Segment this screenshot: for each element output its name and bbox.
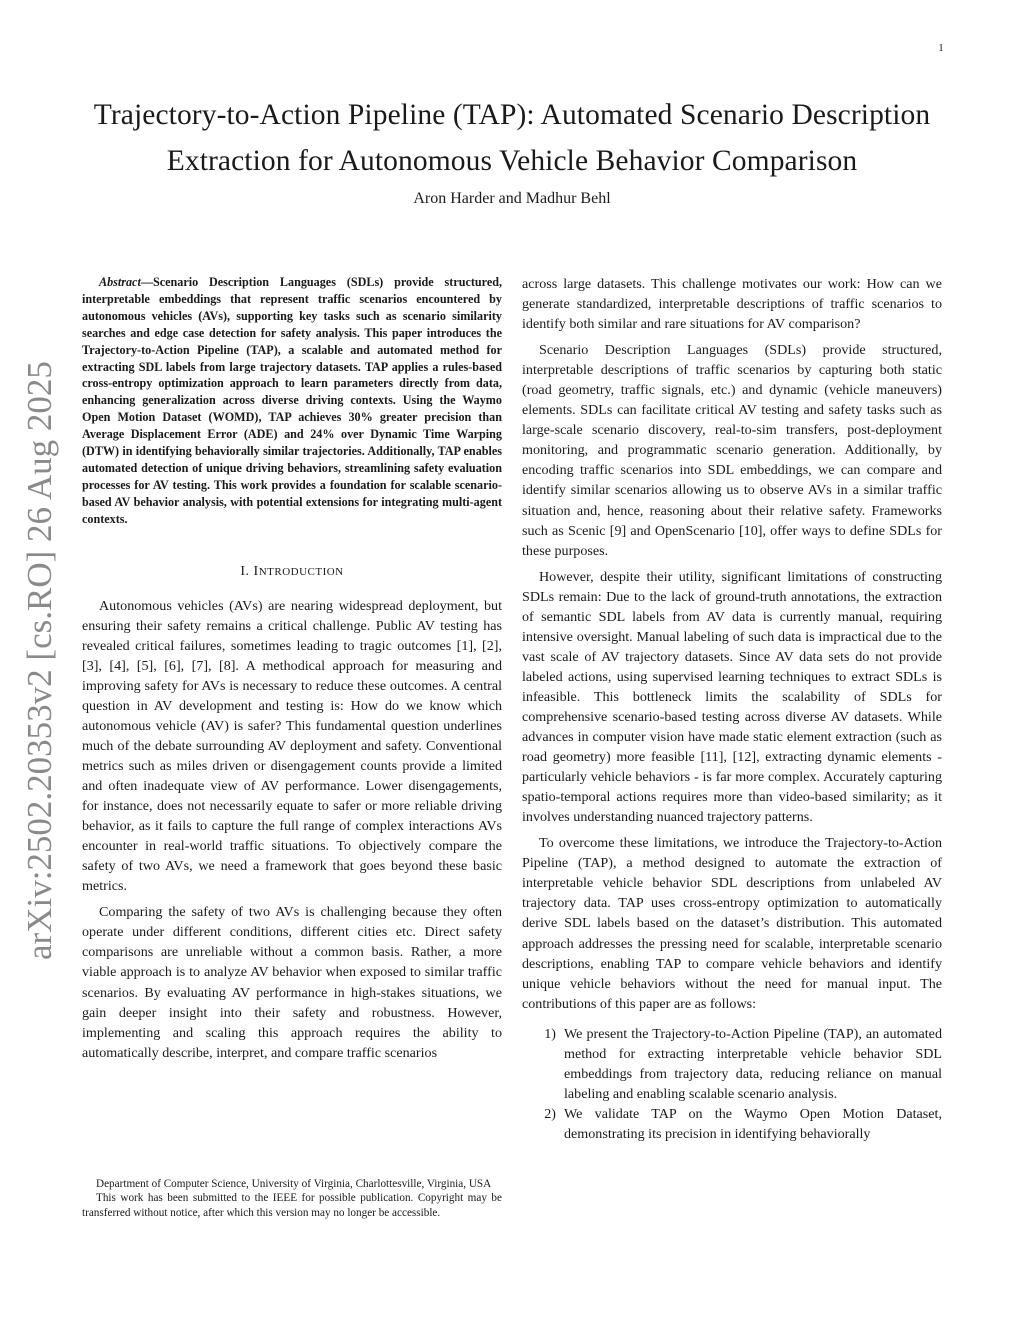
abstract-text: —Scenario Description Languages (SDLs) provide structured, interpretable embeddings that represent traffic scenarios encountered by autonomous vehicles (AVs), supporting key tasks such as scenario similarity searches and edge case detection for safety analysis. This paper introduces the Trajectory-to-Action Pipeline (TAP), a scalable and automated method for extracting SDL labels from large trajectory datasets. TAP applies a rules-based cross-entropy optimization approach to learn parameters directly from data, enhancing generalization across diverse driving contexts. Using the Waymo Open Motion Dataset (WOMD), TAP achieves 30% greater precision than Average Displacement Error (ADE) and 24% over Dynamic Time Warping (DTW) in identifying behaviorally similar trajectories. Additionally, TAP enables automated detection of unique driving behaviors, streamlining safety evaluation processes for AV testing. This work provides a foundation for scalable scenario-based AV behavior analysis, with potential extensions for integrating multi-agent contexts. bbox=[82, 275, 502, 526]
author-list: Aron Harder and Madhur Behl bbox=[413, 190, 611, 207]
list-item-text: We validate TAP on the Waymo Open Motion Dataset, demonstrating its precision in identifying behaviorally bbox=[564, 1105, 942, 1142]
section-number: I. bbox=[240, 563, 250, 579]
list-item bbox=[522, 1104, 942, 1144]
intro-paragraph-1: Autonomous vehicles (AVs) are nearing widespread deployment, but ensuring their safety remains a critical challenge. Public AV testing has revealed critical failures, sometimes leading to tragic outcomes [1], [2], [3], [4], [5], [6], [7], [8]. A methodical approach for measuring and improving safety for AVs is necessary to reduce these outcomes. A central question in AV development and testing is: How do we know which autonomous vehicle (AV) is safer? This fundamental question underlines much of the debate surrounding AV deployment and safety. Conventional metrics such as miles driven or disengagement counts provide a limited and often inadequate view of AV performance. Lower disengagements, for instance, does not necessarily equate to safer or more reliable driving behavior, as it fails to capture the full range of complex interactions AVs encounter in real-world traffic situations. To objectively compare the safety of two AVs, we need a framework that goes beyond these basic metrics. bbox=[82, 597, 502, 895]
section-title: INTRODUCTION bbox=[253, 563, 344, 579]
arxiv-stamp: arXiv:2502.20353v2 [cs.RO] 26 Aug 2025 bbox=[20, 361, 59, 960]
left-column bbox=[82, 274, 502, 1063]
intro-paragraph-5: However, despite their utility, significant limitations of constructing SDLs remain: Due to the lack of ground-truth annotations, the extraction of semantic SDL labels from AV data is currently manual, requiring intensive oversight. Manual labeling of such data is impractical due to the vast scale of AV trajectory datasets. Since AV data sets do not provide labeled actions, using supervised learning techniques to extract SDLs is infeasible. This bottleneck limits the scalability of SDLs for comprehensive scenario-based testing across diverse AV datasets. While advances in computer vision have made static element extraction (such as road geometry) more feasible [11], [12], extracting dynamic elements - particularly vehicle behaviors - is far more complex. Accurately capturing spatio-temporal actions requires more than video-based similarity; as it involves understanding nuanced trajectory patterns. bbox=[522, 568, 942, 826]
list-item-number: 1) bbox=[544, 1025, 556, 1042]
title-line-2: Extraction for Autonomous Vehicle Behavior Comparison bbox=[166, 145, 858, 177]
intro-paragraph-2: Comparing the safety of two AVs is challenging because they often operate under different conditions, different cities etc. Direct safety comparisons are unreliable without a common basis. Rather, a more viable approach is to analyze AV behavior when exposed to similar traffic scenarios. By evaluating AV performance in high-stakes situations, we gain deeper insight into their safety and robustness. However, implementing and scaling this approach requires the ability to automatically describe, interpret, and compare traffic scenarios bbox=[82, 904, 502, 1061]
abstract bbox=[82, 274, 502, 528]
paper-title bbox=[70, 92, 954, 184]
list-item bbox=[522, 1024, 942, 1104]
footnote-affiliation: Department of Computer Science, University of Virginia, Charlottesville, Virginia, USA bbox=[96, 1178, 492, 1190]
contributions-list bbox=[522, 1024, 942, 1144]
right-column bbox=[522, 274, 942, 1144]
section-heading bbox=[82, 562, 502, 582]
list-item-text: We present the Trajectory-to-Action Pipeline (TAP), an automated method for extracting interpretable vehicle behavior SDL embeddings from trajectory data, reducing reliance on manual labeling and enabling scalable scenario analysis. bbox=[564, 1025, 942, 1102]
footnote bbox=[82, 1177, 502, 1220]
intro-paragraph-6: To overcome these limitations, we introduce the Trajectory-to-Action Pipeline (TAP), a method designed to automate the extraction of interpretable vehicle behavior SDL descriptions from unlabeled AV trajectory data. TAP uses cross-entropy optimization to automatically derive SDL labels based on the dataset’s distribution. This automated approach addresses the pressing need for scalable, interpretable scenario descriptions, enabling TAP to compare vehicle behaviors and identify unique vehicle behaviors without the need for manual input. The contributions of this paper are as follows: bbox=[522, 835, 942, 1012]
footnote-notice: This work has been submitted to the IEEE for possible publication. Copyright may be transferred without notice, after which this version may no longer be accessible. bbox=[82, 1192, 502, 1219]
intro-paragraph-3: across large datasets. This challenge motivates our work: How can we generate standardized, interpretable descriptions of traffic scenarios to identify both similar and rare situations for AV comparison? bbox=[522, 276, 942, 333]
page-number: 1 bbox=[938, 42, 944, 54]
title-line-1: Trajectory-to-Action Pipeline (TAP): Automated Scenario Description bbox=[93, 99, 931, 131]
abstract-label: Abstract bbox=[99, 275, 141, 289]
list-item-number: 2) bbox=[544, 1105, 556, 1122]
intro-paragraph-4: Scenario Description Languages (SDLs) provide structured, interpretable descriptions of traffic scenarios by capturing both static (road geometry, traffic signals, etc.) and dynamic (vehicle maneuvers) elements. SDLs can facilitate critical AV testing and safety tasks such as large-scale scenario discovery, real-to-sim transfers, post-deployment monitoring, and programmatic scenario generation. Additionally, by encoding traffic scenarios into SDL embeddings, we can compare and identify similar scenarios allowing us to observe AVs in a similar traffic situation and, hence, reasoning about their relative safety. Frameworks such as Scenic [9] and OpenScenario [10], offer ways to define SDLs for these purposes. bbox=[522, 342, 942, 559]
